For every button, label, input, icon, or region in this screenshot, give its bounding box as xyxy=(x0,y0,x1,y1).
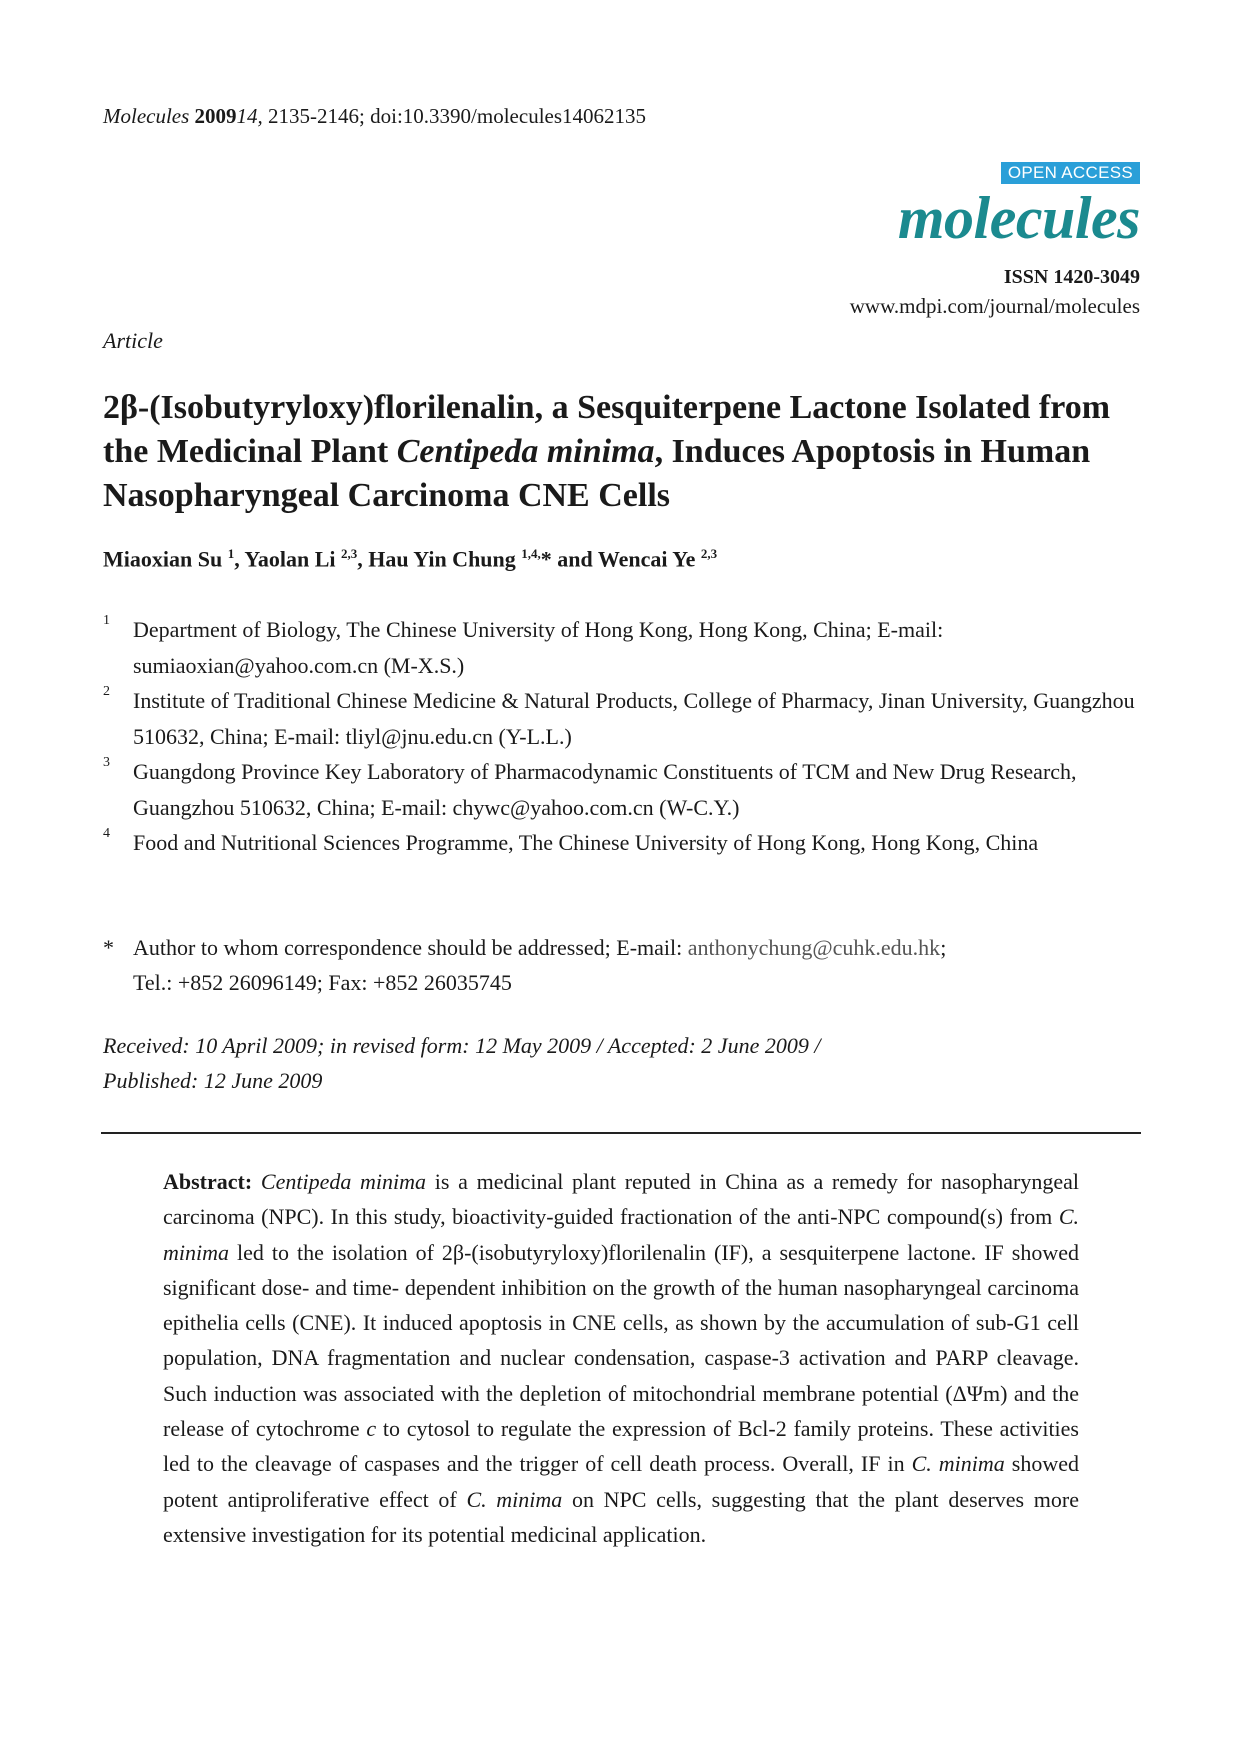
section-divider xyxy=(101,1132,1141,1134)
affiliation-number: 3 xyxy=(103,755,110,770)
correspondence-phone: Tel.: +852 26096149; Fax: +852 26035745 xyxy=(133,970,512,995)
author-name: Wencai Ye xyxy=(597,546,701,572)
dates-line2: Published: 12 June 2009 xyxy=(103,1068,323,1093)
affiliation-text: Food and Nutritional Sciences Programme, The Chinese University of Hong Kong, Hong Kong, China xyxy=(133,830,1039,855)
title-italic: Centipeda minima xyxy=(396,433,655,470)
author-name: Miaoxian Su xyxy=(103,546,228,572)
abstract-text: is a medicinal plant reputed in China as a remedy for nasopharyngeal carcinoma (NPC). In this study, bioactivity-guided fractionation of the anti-NPC compound(s) from xyxy=(163,1169,1080,1230)
journal-logo: molecules xyxy=(897,185,1140,251)
publication-dates xyxy=(103,1028,820,1098)
journal-abbrev: Molecules xyxy=(103,104,190,128)
paper-title xyxy=(103,386,1143,518)
author-affil-sup: 1 xyxy=(227,546,235,561)
abstract-text: to cytosol to regulate the expression of Bcl-2 family proteins. These activities led to the cleavage of caspases and the trigger of cell death process. Overall, IF in xyxy=(163,1416,1079,1477)
abstract-label: Abstract: xyxy=(163,1169,253,1194)
abstract-italic: C. minima xyxy=(466,1486,563,1512)
abstract-italic: c xyxy=(366,1416,377,1442)
affiliation-number: 4 xyxy=(103,826,110,841)
journal-url[interactable]: www.mdpi.com/journal/molecules xyxy=(849,294,1140,318)
affiliation-item xyxy=(103,683,1143,754)
open-access-badge: OPEN ACCESS xyxy=(1001,162,1140,184)
affiliation-item xyxy=(103,754,1143,825)
author-separator: , xyxy=(234,546,245,572)
author-affil-sup: 1,4, xyxy=(521,546,541,561)
issn: ISSN 1420-3049 xyxy=(1003,266,1140,288)
article-type: Article xyxy=(103,328,163,353)
author-separator: * and xyxy=(540,546,598,572)
author-name: Yaolan Li xyxy=(244,546,341,572)
correspondence-suffix: ; xyxy=(940,935,947,960)
author-separator: , xyxy=(357,546,369,572)
pages-doi: 2135-2146; doi:10.3390/molecules14062135 xyxy=(262,104,647,128)
year: 2009 xyxy=(194,104,237,128)
author-affil-sup: 2,3 xyxy=(340,546,358,561)
affiliation-item xyxy=(103,612,1143,683)
abstract-italic: C. minima xyxy=(911,1451,1005,1477)
abstract-text: showed potent antiproliferative effect of xyxy=(163,1451,1080,1512)
correspondence-star: * xyxy=(103,935,114,960)
abstract-italic: C. minima xyxy=(163,1204,1079,1265)
citation-line xyxy=(103,104,646,129)
dates-line1: Received: 10 April 2009; in revised form: 12 May 2009 / Accepted: 2 June 2009 / xyxy=(103,1033,821,1058)
abstract xyxy=(163,1164,1079,1552)
affiliation-number: 2 xyxy=(103,684,110,699)
title-part2: , Induces Apoptosis in Human Nasopharyngeal Carcinoma CNE Cells xyxy=(103,433,1091,514)
affiliation-number: 1 xyxy=(103,613,110,628)
title-part1: 2β-(Isobutyryloxy)florilenalin, a Sesquiterpene Lactone Isolated from the Medicinal Plant xyxy=(103,389,1111,470)
abstract-text: led to the isolation of 2β-(isobutyryloxy)florilenalin (IF), a sesquiterpene lactone. IF showed significant dose- and time- dependent inhibition on the growth of the human nasopharyngeal carcinoma epithelia cells (CNE). It induced apoptosis in CNE cells, as shown by the accumulation of sub-G1 cell population, DNA fragmentation and nuclear condensation, caspase-3 activation and PARP cleavage. Such induction was associated with the depletion of mitochondrial membrane potential (ΔΨm) and the release of cytochrome xyxy=(163,1239,1079,1442)
abstract-italic: Centipeda minima xyxy=(260,1169,427,1194)
abstract-text: on NPC cells, suggesting that the plant deserves more extensive investigation for its potential medicinal application. xyxy=(163,1486,1079,1547)
correspondence-email[interactable]: anthonychung@cuhk.edu.hk xyxy=(687,935,941,960)
volume: 14, xyxy=(236,104,263,128)
author-affil-sup: 2,3 xyxy=(700,546,718,561)
affiliation-item xyxy=(103,825,1143,861)
affiliation-text: Institute of Traditional Chinese Medicine & Natural Products, College of Pharmacy, Jinan University, Guangzhou 510632, China; E-mail: tliyl@jnu.edu.cn (Y-L.L.) xyxy=(133,688,1135,749)
author-list xyxy=(103,546,717,572)
author-name: Hau Yin Chung xyxy=(368,546,522,572)
affiliation-list xyxy=(103,612,1143,861)
affiliation-text: Department of Biology, The Chinese University of Hong Kong, Hong Kong, China; E-mail: sumiaoxian@yahoo.com.cn (M-X.S.) xyxy=(133,617,944,678)
correspondence-prefix: Author to whom correspondence should be addressed; E-mail: xyxy=(133,935,688,960)
correspondence xyxy=(103,930,1143,1000)
affiliation-text: Guangdong Province Key Laboratory of Pharmacodynamic Constituents of TCM and New Drug Research, Guangzhou 510632, China; E-mail: chywc@yahoo.com.cn (W-C.Y.) xyxy=(133,759,1077,820)
